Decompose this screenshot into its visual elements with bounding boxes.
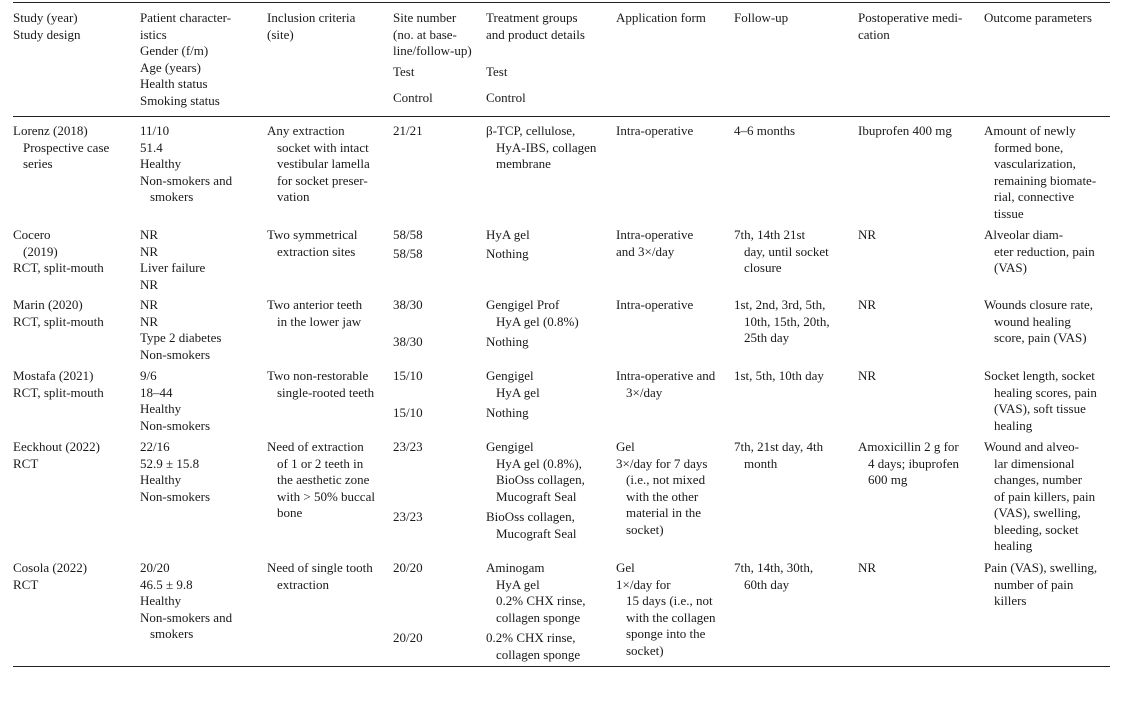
- cell-line: Cosola (2022): [13, 560, 88, 575]
- cell-inclusion: [267, 368, 374, 401]
- cell-line: Healthy: [140, 593, 182, 608]
- cell-line: 9/6: [140, 368, 157, 383]
- cell-line: RCT, split-mouth: [13, 260, 104, 275]
- header-site-control: Control: [393, 90, 433, 105]
- cell-inclusion: [267, 297, 362, 330]
- cell-line: 11/10: [140, 123, 170, 138]
- cell-line: Intra-operative: [616, 227, 694, 242]
- cell-inclusion: [267, 227, 357, 260]
- cell-line: Non-smokers and: [140, 172, 233, 188]
- cell-line: changes, number: [994, 472, 1083, 487]
- cell-postop: [858, 297, 876, 314]
- cell-site-test: 23/23: [393, 439, 423, 454]
- cell-line: Socket length, socket: [984, 368, 1095, 383]
- cell-line: tissue: [994, 205, 1024, 221]
- cell-line: healing scores, pain: [994, 384, 1097, 400]
- cell-treat-control: [486, 334, 529, 351]
- table-top-rule: [13, 2, 1110, 3]
- cell-line: HyA gel: [496, 576, 540, 592]
- cell-followup: [734, 560, 813, 593]
- cell-outcome: [984, 123, 1096, 222]
- cell-line: 51.4: [140, 139, 163, 155]
- cell-line: material in the: [626, 505, 702, 520]
- cell-line: Mucograft Seal: [496, 488, 577, 504]
- cell-treat-control: [486, 509, 577, 542]
- header-postop: [858, 10, 962, 43]
- cell-inclusion: [267, 123, 370, 206]
- header-postop-line: cation: [858, 26, 890, 42]
- cell-patient: [140, 439, 210, 505]
- cell-patient: [140, 560, 232, 643]
- cell-line: 46.5 ± 9.8: [140, 576, 193, 592]
- cell-site-control: 38/30: [393, 334, 423, 349]
- cell-site-control: 15/10: [393, 405, 423, 420]
- cell-application: [616, 297, 693, 314]
- cell-line: remaining biomate-: [994, 172, 1097, 188]
- cell-line: Liver failure: [140, 260, 206, 275]
- cell-line: wound healing: [994, 313, 1071, 329]
- cell-line: sponge into the: [626, 626, 706, 641]
- cell-line: single-rooted teeth: [277, 384, 375, 400]
- cell-outcome: [984, 439, 1095, 555]
- header-site-line: Site number: [393, 10, 457, 25]
- cell-line: 7th, 14th 21st: [734, 227, 806, 242]
- cell-line: (2019): [23, 243, 58, 259]
- cell-outcome: [984, 297, 1093, 347]
- cell-study: [13, 123, 109, 173]
- header-treatment: [486, 10, 585, 43]
- cell-followup: [734, 297, 830, 347]
- cell-line: smokers: [150, 626, 194, 641]
- cell-line: closure: [744, 260, 782, 275]
- cell-application: [616, 560, 716, 659]
- header-study-line: Study (year): [13, 10, 78, 25]
- header-followup: Follow-up: [734, 10, 789, 25]
- cell-line: killers: [994, 593, 1027, 608]
- cell-line: formed bone,: [994, 139, 1064, 155]
- cell-line: Amoxicillin 2 g for: [858, 439, 959, 454]
- cell-line: day, until socket: [744, 243, 829, 259]
- cell-line: NR: [140, 243, 159, 259]
- cell-postop: [858, 560, 876, 577]
- header-treatment-line: and product details: [486, 26, 585, 42]
- header-inclusion: [267, 10, 355, 43]
- cell-line: Wound and alveo-: [984, 439, 1079, 454]
- cell-site-test: 15/10: [393, 368, 423, 383]
- cell-line: Non-smokers: [140, 346, 211, 362]
- cell-patient: [140, 123, 232, 206]
- cell-application: [616, 123, 693, 140]
- cell-outcome: [984, 227, 1095, 277]
- cell-line: HyA gel (0.8%): [496, 313, 579, 329]
- cell-line: RCT: [13, 576, 39, 592]
- cell-followup: [734, 227, 829, 277]
- cell-line: Gengigel: [486, 439, 534, 454]
- cell-line: for socket preser-: [277, 172, 368, 188]
- cell-line: BioOss collagen,: [486, 509, 575, 524]
- cell-line: 22/16: [140, 439, 170, 454]
- cell-line: Alveolar diam-: [984, 227, 1064, 242]
- cell-line: bleeding, socket: [994, 521, 1079, 537]
- cell-line: month: [744, 455, 778, 471]
- cell-line: healing: [994, 538, 1033, 553]
- cell-line: HyA gel: [496, 384, 540, 400]
- cell-line: NR: [140, 227, 159, 242]
- cell-study: [13, 560, 87, 593]
- cell-line: 52.9 ± 15.8: [140, 455, 200, 471]
- cell-line: socket): [626, 521, 664, 537]
- cell-site-control: 23/23: [393, 509, 423, 524]
- cell-line: Gengigel: [486, 368, 534, 383]
- cell-treat-control: [486, 405, 529, 422]
- cell-line: BioOss collagen,: [496, 472, 585, 487]
- cell-line: rial, connective: [994, 189, 1075, 204]
- cell-line: (VAS), swelling,: [994, 505, 1081, 520]
- header-treatment-control: Control: [486, 90, 526, 105]
- cell-line: healing: [994, 417, 1033, 433]
- cell-line: socket): [626, 642, 664, 658]
- header-patient: [140, 10, 231, 109]
- cell-line: Mostafa (2021): [13, 368, 94, 383]
- cell-line: of 1 or 2 teeth in: [277, 455, 364, 471]
- cell-followup: [734, 439, 823, 472]
- cell-treat-test: [486, 227, 530, 244]
- cell-site-test: 38/30: [393, 297, 423, 312]
- cell-postop: [858, 368, 876, 385]
- cell-study: [13, 227, 104, 277]
- cell-patient: [140, 368, 210, 434]
- cell-site-control: 20/20: [393, 630, 423, 645]
- cell-line: Two symmetrical: [267, 227, 358, 242]
- header-patient-line: Age (years): [140, 59, 201, 75]
- header-study-line: Study design: [13, 26, 81, 42]
- cell-line: NR: [858, 560, 877, 575]
- cell-line: Nothing: [486, 405, 529, 420]
- header-site-test: Test: [393, 64, 415, 79]
- cell-line: RCT, split-mouth: [13, 313, 104, 329]
- cell-site-test: 20/20: [393, 560, 423, 575]
- cell-line: lar dimensional: [994, 455, 1075, 471]
- cell-line: 15 days (i.e., not: [626, 593, 713, 608]
- cell-followup: [734, 368, 824, 385]
- cell-line: Prospective case: [23, 139, 110, 155]
- cell-inclusion: [267, 439, 375, 522]
- cell-line: Pain (VAS), swelling,: [984, 560, 1098, 575]
- cell-followup: [734, 123, 795, 140]
- cell-line: (VAS), soft tissue: [994, 401, 1086, 416]
- cell-line: Non-smokers: [140, 488, 211, 504]
- cell-line: and 3×/day: [616, 243, 675, 259]
- cell-line: score, pain (VAS): [994, 330, 1087, 345]
- cell-treat-test: [486, 123, 596, 173]
- cell-line: bone: [277, 505, 303, 520]
- cell-application: [616, 368, 715, 401]
- cell-line: Nothing: [486, 246, 529, 261]
- header-treatment-line: Treatment groups: [486, 10, 578, 25]
- header-outcome: Outcome parameters: [984, 10, 1092, 25]
- header-patient-line: Gender (f/m): [140, 43, 209, 58]
- cell-line: with the other: [626, 488, 699, 504]
- cell-line: NR: [140, 313, 159, 329]
- cell-line: Non-smokers: [140, 417, 211, 433]
- header-patient-line: Smoking status: [140, 92, 220, 108]
- cell-line: NR: [858, 297, 877, 312]
- cell-line: 20/20: [140, 560, 170, 575]
- cell-line: HyA gel (0.8%),: [496, 455, 582, 471]
- cell-line: Intra-operative: [616, 123, 694, 138]
- cell-line: 18–44: [140, 384, 173, 400]
- header-patient-line: Patient character-: [140, 10, 232, 25]
- cell-line: Eeckhout (2022): [13, 439, 101, 454]
- cell-line: Any extraction: [267, 123, 345, 138]
- cell-line: eter reduction, pain: [994, 243, 1095, 259]
- cell-line: NR: [858, 227, 877, 242]
- header-divider-rule: [13, 116, 1110, 117]
- cell-line: Healthy: [140, 472, 182, 487]
- cell-patient: [140, 227, 205, 293]
- cell-line: Aminogam: [486, 560, 545, 575]
- cell-line: 1st, 5th, 10th day: [734, 368, 824, 383]
- cell-line: the aesthetic zone: [277, 472, 370, 487]
- cell-study: [13, 368, 104, 401]
- cell-outcome: [984, 368, 1097, 434]
- cell-line: NR: [140, 276, 159, 292]
- cell-line: socket with intact: [277, 139, 369, 155]
- cell-line: series: [23, 156, 53, 171]
- cell-line: extraction: [277, 576, 329, 592]
- cell-line: in the lower jaw: [277, 313, 362, 329]
- cell-line: Ibuprofen 400 mg: [858, 123, 952, 138]
- cell-line: (i.e., not mixed: [626, 472, 706, 487]
- cell-application: [616, 227, 693, 260]
- cell-line: Gengigel Prof: [486, 297, 560, 312]
- cell-line: number of pain: [994, 576, 1074, 592]
- cell-line: 3×/day for 7 days: [616, 455, 708, 471]
- header-application: Application form: [616, 10, 706, 25]
- cell-study: [13, 297, 104, 330]
- cell-line: 4–6 months: [734, 123, 796, 138]
- cell-line: 7th, 14th, 30th,: [734, 560, 814, 575]
- cell-line: Intra-operative and: [616, 368, 716, 383]
- cell-line: 10th, 15th, 20th,: [744, 313, 830, 329]
- cell-line: membrane: [496, 156, 551, 171]
- header-treatment-test: Test: [486, 64, 508, 79]
- header-inclusion-line: Inclusion criteria: [267, 10, 356, 25]
- cell-line: Gel: [616, 560, 635, 575]
- cell-line: RCT, split-mouth: [13, 384, 104, 400]
- cell-inclusion: [267, 560, 373, 593]
- cell-line: Healthy: [140, 156, 182, 171]
- header-inclusion-line: (site): [267, 26, 294, 42]
- cell-line: Marin (2020): [13, 297, 83, 312]
- cell-line: 0.2% CHX rinse,: [486, 630, 576, 645]
- cell-line: Healthy: [140, 401, 182, 416]
- cell-line: Lorenz (2018): [13, 123, 88, 138]
- cell-line: of pain killers, pain: [994, 488, 1096, 504]
- cell-line: with > 50% buccal: [277, 488, 375, 504]
- cell-line: Type 2 diabetes: [140, 330, 222, 345]
- cell-line: 25th day: [744, 330, 790, 345]
- cell-line: (VAS): [994, 260, 1027, 275]
- cell-line: Two anterior teeth: [267, 297, 363, 312]
- cell-postop: [858, 439, 959, 489]
- cell-line: Intra-operative: [616, 297, 694, 312]
- cell-postop: [858, 123, 952, 140]
- cell-line: HyA-IBS, collagen: [496, 139, 597, 155]
- cell-site-test: 21/21: [393, 123, 423, 138]
- cell-line: Gel: [616, 439, 635, 454]
- cell-line: vestibular lamella: [277, 156, 370, 171]
- cell-postop: [858, 227, 876, 244]
- header-site: [393, 10, 472, 60]
- cell-line: HyA gel: [486, 227, 530, 242]
- cell-line: Two non-restorable: [267, 368, 369, 383]
- cell-line: NR: [858, 368, 877, 383]
- cell-treat-test: [486, 560, 586, 626]
- cell-application: [616, 439, 707, 538]
- cell-treat-control: [486, 630, 580, 663]
- cell-line: Mucograft Seal: [496, 525, 577, 541]
- cell-outcome: [984, 560, 1097, 610]
- cell-line: 1×/day for: [616, 576, 671, 592]
- header-site-line: line/follow-up): [393, 43, 472, 58]
- cell-line: 4 days; ibuprofen: [868, 455, 959, 471]
- cell-treat-test: [486, 439, 585, 505]
- cell-line: collagen sponge: [496, 609, 581, 625]
- cell-study: [13, 439, 100, 472]
- header-postop-line: Postoperative medi-: [858, 10, 963, 25]
- cell-line: collagen sponge: [496, 646, 581, 662]
- cell-line: 3×/day: [626, 384, 663, 400]
- cell-line: Nothing: [486, 334, 529, 349]
- cell-line: Need of single tooth: [267, 560, 373, 575]
- cell-line: with the collagen: [626, 609, 716, 625]
- header-patient-line: istics: [140, 26, 167, 42]
- cell-line: β-TCP, cellulose,: [486, 123, 576, 138]
- cell-treat-control: [486, 246, 529, 263]
- cell-line: vascularization,: [994, 156, 1076, 171]
- cell-line: 7th, 21st day, 4th: [734, 439, 824, 454]
- cell-site-control: 58/58: [393, 246, 423, 261]
- cell-line: vation: [277, 189, 310, 204]
- cell-line: extraction sites: [277, 243, 356, 259]
- cell-line: Wounds closure rate,: [984, 297, 1094, 312]
- cell-line: Amount of newly: [984, 123, 1076, 138]
- table-bottom-rule: [13, 666, 1110, 667]
- cell-line: Need of extraction: [267, 439, 364, 454]
- cell-line: Non-smokers and: [140, 609, 233, 625]
- header-study: [13, 10, 81, 43]
- cell-line: 600 mg: [868, 472, 908, 487]
- cell-line: RCT: [13, 455, 39, 471]
- cell-patient: [140, 297, 221, 363]
- cell-line: smokers: [150, 189, 194, 204]
- cell-site-test: 58/58: [393, 227, 423, 242]
- header-patient-line: Health status: [140, 76, 208, 91]
- header-site-line: (no. at base-: [393, 26, 457, 42]
- cell-line: 0.2% CHX rinse,: [496, 593, 586, 608]
- cell-line: 60th day: [744, 576, 790, 592]
- cell-treat-test: [486, 368, 540, 401]
- cell-line: Cocero: [13, 227, 51, 242]
- cell-line: 1st, 2nd, 3rd, 5th,: [734, 297, 826, 312]
- cell-treat-test: [486, 297, 579, 330]
- cell-line: NR: [140, 297, 159, 312]
